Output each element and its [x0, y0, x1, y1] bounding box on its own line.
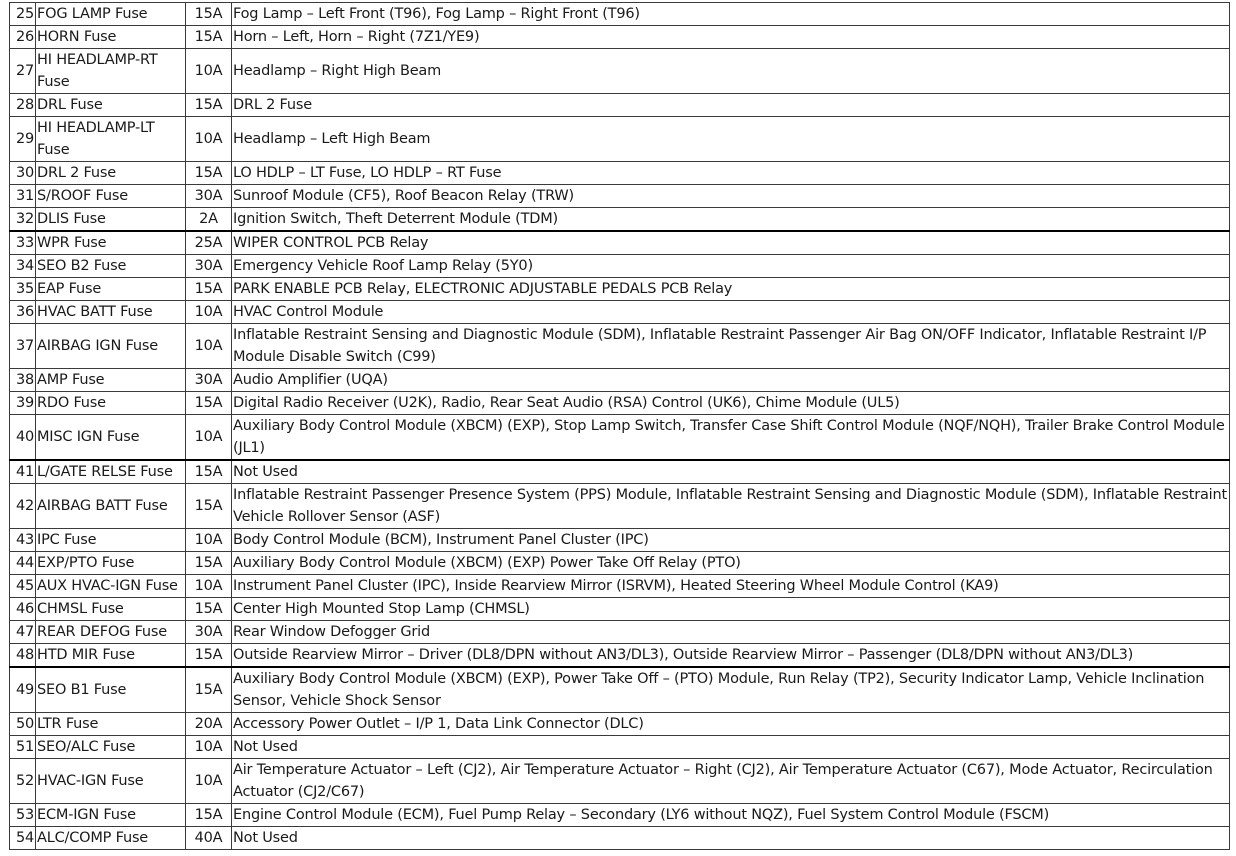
fuse-name: EXP/PTO Fuse [36, 552, 186, 575]
fuse-number: 40 [10, 415, 36, 461]
fuse-usage: Air Temperature Actuator – Left (CJ2), Air Temperature Actuator – Right (CJ2), Air Temperature Actuator (C67), Mode Actuator, Recirculation Actuator (CJ2/C67) [232, 759, 1230, 804]
fuse-usage: LO HDLP – LT Fuse, LO HDLP – RT Fuse [232, 162, 1230, 185]
fuse-usage: Emergency Vehicle Roof Lamp Relay (5Y0) [232, 255, 1230, 278]
fuse-amperage: 10A [186, 301, 232, 324]
fuse-number: 30 [10, 162, 36, 185]
fuse-number: 28 [10, 94, 36, 117]
fuse-number: 54 [10, 827, 36, 850]
fuse-usage: WIPER CONTROL PCB Relay [232, 231, 1230, 255]
fuse-usage: Instrument Panel Cluster (IPC), Inside Rearview Mirror (ISRVM), Heated Steering Wheel Module Control (KA9) [232, 575, 1230, 598]
fuse-number: 36 [10, 301, 36, 324]
fuse-number: 41 [10, 460, 36, 484]
fuse-number: 46 [10, 598, 36, 621]
fuse-number: 26 [10, 26, 36, 49]
fuse-name: SEO B2 Fuse [36, 255, 186, 278]
fuse-amperage: 10A [186, 736, 232, 759]
fuse-number: 52 [10, 759, 36, 804]
fuse-name: LTR Fuse [36, 713, 186, 736]
fuse-amperage: 15A [186, 278, 232, 301]
fuse-name: HVAC-IGN Fuse [36, 759, 186, 804]
fuse-usage: Rear Window Defogger Grid [232, 621, 1230, 644]
fuse-amperage: 10A [186, 529, 232, 552]
fuse-amperage: 10A [186, 117, 232, 162]
fuse-number: 42 [10, 484, 36, 529]
fuse-name: S/ROOF Fuse [36, 185, 186, 208]
fuse-name: L/GATE RELSE Fuse [36, 460, 186, 484]
fuse-amperage: 15A [186, 94, 232, 117]
fuse-name: AMP Fuse [36, 369, 186, 392]
fuse-name: HVAC BATT Fuse [36, 301, 186, 324]
fuse-usage: Auxiliary Body Control Module (XBCM) (EXP), Stop Lamp Switch, Transfer Case Shift Control Module (NQF/NQH), Trailer Brake Control Module (JL1) [232, 415, 1230, 461]
fuse-number: 47 [10, 621, 36, 644]
fuse-amperage: 10A [186, 49, 232, 94]
fuse-amperage: 10A [186, 415, 232, 461]
fuse-usage: Not Used [232, 460, 1230, 484]
fuse-usage: Sunroof Module (CF5), Roof Beacon Relay (TRW) [232, 185, 1230, 208]
fuse-number: 48 [10, 644, 36, 668]
fuse-usage: Fog Lamp – Left Front (T96), Fog Lamp – Right Front (T96) [232, 3, 1230, 26]
fuse-name: SEO B1 Fuse [36, 667, 186, 713]
fuse-name: SEO/ALC Fuse [36, 736, 186, 759]
fuse-number: 29 [10, 117, 36, 162]
fuse-name: AIRBAG IGN Fuse [36, 324, 186, 369]
fuse-usage: Center High Mounted Stop Lamp (CHMSL) [232, 598, 1230, 621]
fuse-amperage: 15A [186, 162, 232, 185]
fuse-name: HORN Fuse [36, 26, 186, 49]
fuse-name: ALC/COMP Fuse [36, 827, 186, 850]
fuse-number: 31 [10, 185, 36, 208]
fuse-usage: Auxiliary Body Control Module (XBCM) (EXP) Power Take Off Relay (PTO) [232, 552, 1230, 575]
fuse-name: AUX HVAC-IGN Fuse [36, 575, 186, 598]
fuse-usage: PARK ENABLE PCB Relay, ELECTRONIC ADJUSTABLE PEDALS PCB Relay [232, 278, 1230, 301]
fuse-amperage: 15A [186, 598, 232, 621]
fuse-table-body [10, 3, 1230, 850]
fuse-amperage: 10A [186, 575, 232, 598]
fuse-amperage: 15A [186, 667, 232, 713]
fuse-usage: HVAC Control Module [232, 301, 1230, 324]
fuse-usage: Ignition Switch, Theft Deterrent Module (TDM) [232, 208, 1230, 232]
fuse-usage: Engine Control Module (ECM), Fuel Pump Relay – Secondary (LY6 without NQZ), Fuel System Control Module (FSCM) [232, 804, 1230, 827]
fuse-name: HI HEADLAMP-LT Fuse [36, 117, 186, 162]
fuse-usage: Horn – Left, Horn – Right (7Z1/YE9) [232, 26, 1230, 49]
fuse-usage: Not Used [232, 736, 1230, 759]
fuse-name: DRL Fuse [36, 94, 186, 117]
fuse-name: MISC IGN Fuse [36, 415, 186, 461]
fuse-amperage: 30A [186, 369, 232, 392]
fuse-name: EAP Fuse [36, 278, 186, 301]
fuse-number: 35 [10, 278, 36, 301]
fuse-amperage: 30A [186, 255, 232, 278]
fuse-amperage: 25A [186, 231, 232, 255]
fuse-number: 50 [10, 713, 36, 736]
fuse-usage: DRL 2 Fuse [232, 94, 1230, 117]
fuse-number: 27 [10, 49, 36, 94]
fuse-name: DLIS Fuse [36, 208, 186, 232]
fuse-usage: Accessory Power Outlet – I/P 1, Data Link Connector (DLC) [232, 713, 1230, 736]
fuse-usage: Not Used [232, 827, 1230, 850]
fuse-name: REAR DEFOG Fuse [36, 621, 186, 644]
fuse-amperage: 2A [186, 208, 232, 232]
fuse-amperage: 15A [186, 644, 232, 668]
fuse-amperage: 15A [186, 3, 232, 26]
fuse-amperage: 30A [186, 185, 232, 208]
fuse-number: 51 [10, 736, 36, 759]
fuse-amperage: 20A [186, 713, 232, 736]
fuse-name: CHMSL Fuse [36, 598, 186, 621]
fuse-number: 38 [10, 369, 36, 392]
fuse-amperage: 15A [186, 392, 232, 415]
fuse-usage: Auxiliary Body Control Module (XBCM) (EXP), Power Take Off – (PTO) Module, Run Relay (TP2), Security Indicator Lamp, Vehicle Inclination Sensor, Vehicle Shock Sensor [232, 667, 1230, 713]
fuse-name: HI HEADLAMP-RT Fuse [36, 49, 186, 94]
fuse-name: WPR Fuse [36, 231, 186, 255]
fuse-amperage: 10A [186, 324, 232, 369]
fuse-amperage: 15A [186, 26, 232, 49]
fuse-usage: Inflatable Restraint Passenger Presence System (PPS) Module, Inflatable Restraint Sensing and Diagnostic Module (SDM), Inflatable Restraint Vehicle Rollover Sensor (ASF) [232, 484, 1230, 529]
fuse-usage: Headlamp – Right High Beam [232, 49, 1230, 94]
fuse-amperage: 15A [186, 484, 232, 529]
fuse-number: 43 [10, 529, 36, 552]
fuse-amperage: 10A [186, 759, 232, 804]
fuse-table-page [9, 2, 1230, 850]
fuse-usage: Headlamp – Left High Beam [232, 117, 1230, 162]
fuse-amperage: 15A [186, 552, 232, 575]
fuse-usage: Digital Radio Receiver (U2K), Radio, Rear Seat Audio (RSA) Control (UK6), Chime Module (UL5) [232, 392, 1230, 415]
fuse-usage: Outside Rearview Mirror – Driver (DL8/DPN without AN3/DL3), Outside Rearview Mirror – Passenger (DL8/DPN without AN3/DL3) [232, 644, 1230, 668]
fuse-number: 39 [10, 392, 36, 415]
fuse-table [9, 2, 1230, 850]
fuse-name: IPC Fuse [36, 529, 186, 552]
fuse-number: 34 [10, 255, 36, 278]
fuse-usage: Body Control Module (BCM), Instrument Panel Cluster (IPC) [232, 529, 1230, 552]
fuse-name: FOG LAMP Fuse [36, 3, 186, 26]
fuse-usage: Inflatable Restraint Sensing and Diagnostic Module (SDM), Inflatable Restraint Passenger Air Bag ON/OFF Indicator, Inflatable Restraint I/P Module Disable Switch (C99) [232, 324, 1230, 369]
fuse-number: 32 [10, 208, 36, 232]
fuse-name: DRL 2 Fuse [36, 162, 186, 185]
fuse-number: 49 [10, 667, 36, 713]
fuse-name: ECM-IGN Fuse [36, 804, 186, 827]
fuse-number: 53 [10, 804, 36, 827]
fuse-name: HTD MIR Fuse [36, 644, 186, 668]
fuse-usage: Audio Amplifier (UQA) [232, 369, 1230, 392]
fuse-name: RDO Fuse [36, 392, 186, 415]
fuse-amperage: 30A [186, 621, 232, 644]
fuse-amperage: 15A [186, 460, 232, 484]
fuse-amperage: 40A [186, 827, 232, 850]
fuse-name: AIRBAG BATT Fuse [36, 484, 186, 529]
fuse-number: 45 [10, 575, 36, 598]
fuse-number: 44 [10, 552, 36, 575]
fuse-number: 33 [10, 231, 36, 255]
fuse-number: 37 [10, 324, 36, 369]
fuse-number: 25 [10, 3, 36, 26]
fuse-amperage: 15A [186, 804, 232, 827]
